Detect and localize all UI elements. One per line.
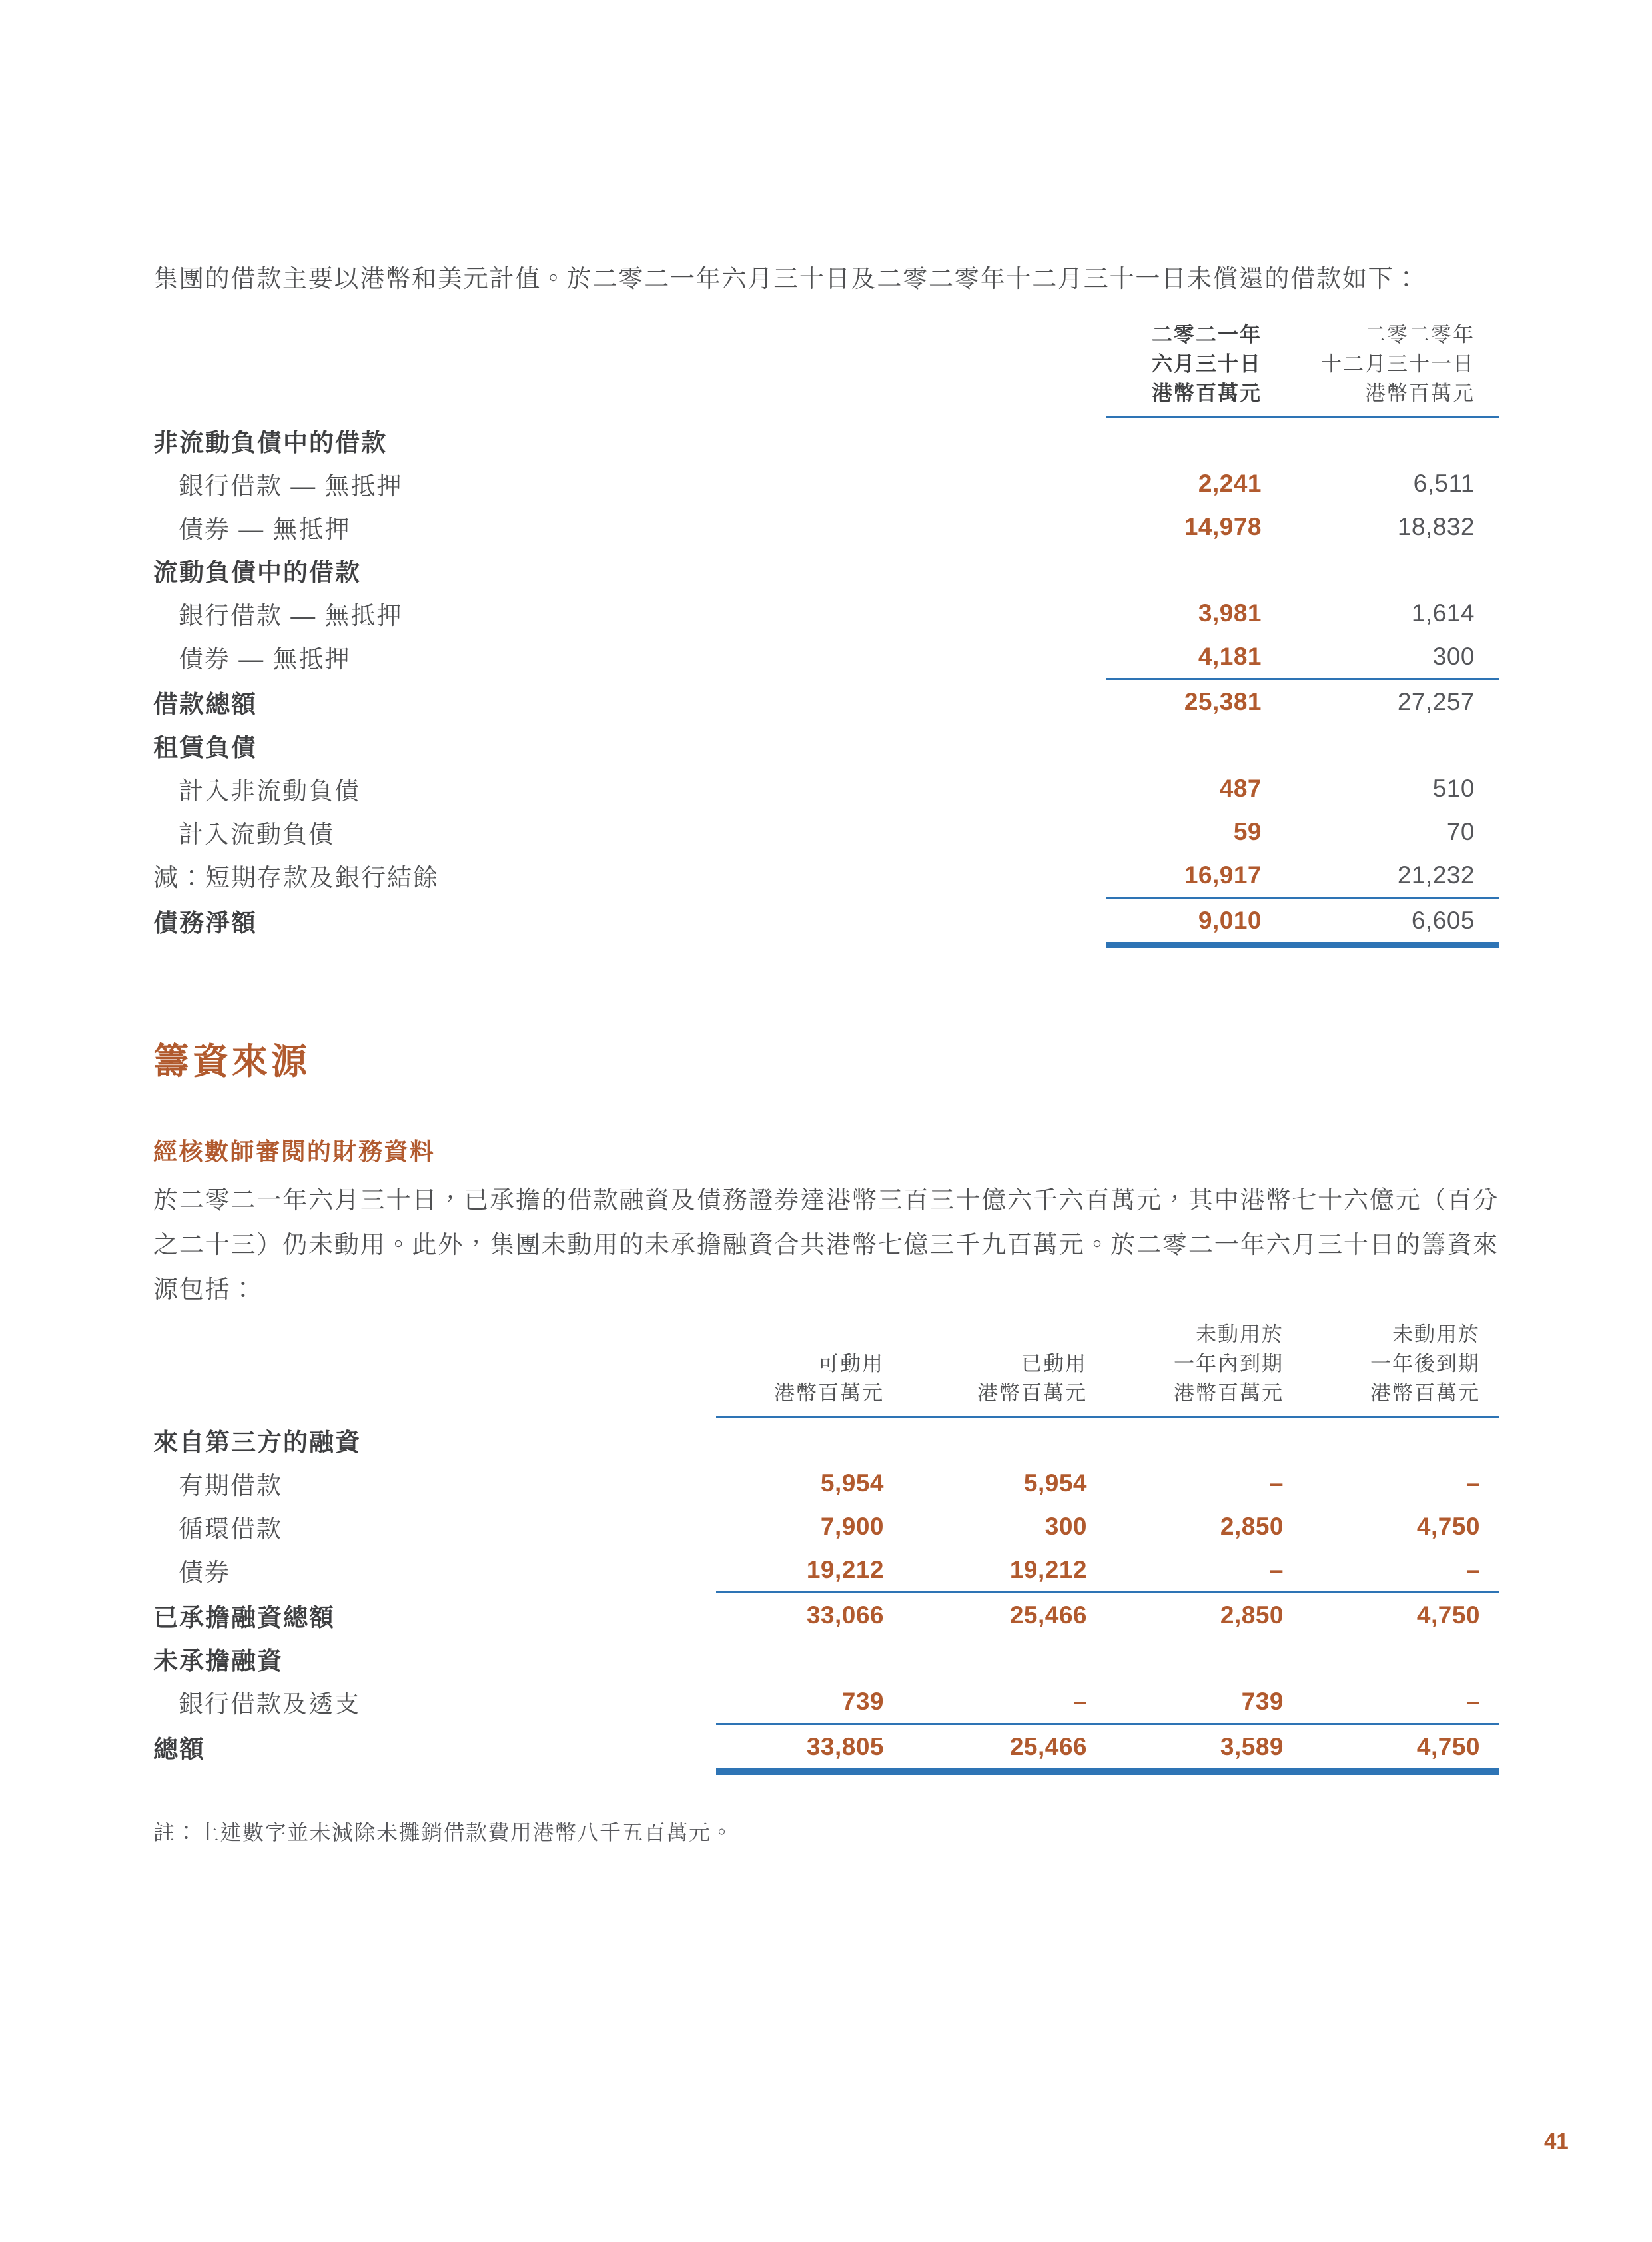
table-row: [153, 1505, 1499, 1548]
table-rule: [1106, 942, 1499, 948]
row-value-available: 5,954: [820, 1469, 884, 1497]
row-label: 非流動負債中的借款: [153, 428, 387, 456]
row-value-2020: 27,257: [1397, 687, 1475, 715]
row-value-undrawn-within-1yr: 2,850: [1220, 1601, 1284, 1629]
row-label: 銀行借款 — 無抵押: [179, 601, 403, 629]
table-row: [153, 462, 1499, 505]
column-header-available: [716, 1349, 903, 1408]
column-header-line: 一年內到期: [1174, 1352, 1284, 1375]
row-label: 減：短期存款及銀行結餘: [153, 863, 439, 891]
row-value-undrawn-within-1yr: 739: [1241, 1687, 1284, 1715]
row-value-2020: 1,614: [1411, 599, 1475, 627]
column-header-line: 可動用: [818, 1352, 884, 1375]
column-header-line: 未動用於: [1392, 1323, 1480, 1346]
table-row: [153, 505, 1499, 548]
row-value-2021: 3,981: [1198, 599, 1262, 627]
row-value-undrawn-within-1yr: –: [1269, 1469, 1284, 1497]
column-header-line: 一年後到期: [1370, 1352, 1480, 1375]
row-value-2020: 300: [1432, 642, 1475, 670]
table-row: [153, 635, 1499, 678]
intro-paragraph: 集團的借款主要以港幣和美元計值。於二零二一年六月三十日及二零二零年十二月三十一日未償還的借款如下：: [153, 265, 1420, 292]
row-value-2020: 21,232: [1397, 861, 1475, 889]
row-label: 租賃負債: [153, 733, 257, 761]
row-value-undrawn-after-1yr: 4,750: [1416, 1601, 1480, 1629]
table-row: [153, 810, 1499, 853]
row-value-available: 19,212: [806, 1555, 884, 1583]
column-header-line: 港幣百萬元: [1174, 1381, 1284, 1405]
row-value-undrawn-after-1yr: –: [1465, 1687, 1480, 1715]
borrowings-table-header: [153, 320, 1499, 408]
row-label: 有期借款: [179, 1471, 282, 1499]
row-value-undrawn-after-1yr: –: [1465, 1469, 1480, 1497]
row-label: 未承擔融資: [153, 1647, 283, 1675]
row-label: 計入非流動負債: [179, 777, 360, 805]
row-value-available: 739: [841, 1687, 884, 1715]
column-header-line: 港幣百萬元: [1370, 1381, 1480, 1405]
column-header-utilised: [903, 1349, 1106, 1408]
footnote: 註：上述數字並未減除未攤銷借款費用港幣八千五百萬元。: [153, 1820, 734, 1844]
column-header-line: 二零二零年: [1365, 323, 1475, 346]
row-label: 計入流動負債: [179, 820, 334, 848]
row-value-2021: 4,181: [1198, 642, 1262, 670]
financing-table-header: [153, 1320, 1499, 1408]
row-label: 銀行借款及透支: [179, 1690, 360, 1718]
column-header-line: 二零二一年: [1152, 323, 1262, 346]
column-header-line: 港幣百萬元: [1365, 382, 1475, 405]
row-label: 銀行借款 — 無抵押: [179, 472, 403, 500]
row-label: 總額: [153, 1735, 205, 1763]
row-label: 循環借款: [179, 1515, 282, 1543]
column-header-line: 六月三十日: [1152, 352, 1262, 376]
table-row: [153, 1593, 1499, 1637]
row-label: 借款總額: [153, 690, 257, 718]
column-header-2020: [1286, 320, 1499, 408]
column-header-line: 未動用於: [1196, 1323, 1284, 1346]
row-value-utilised: 25,466: [1009, 1601, 1087, 1629]
row-value-2021: 25,381: [1184, 687, 1262, 715]
row-value-utilised: 25,466: [1009, 1732, 1087, 1760]
table-row: [153, 680, 1499, 723]
row-label: 債券 — 無抵押: [179, 645, 351, 673]
row-value-2021: 14,978: [1184, 512, 1262, 540]
row-value-2021: 59: [1233, 817, 1262, 845]
table-row: [153, 1418, 1499, 1461]
table-row: [153, 853, 1499, 897]
table-row: [153, 1548, 1499, 1591]
table-row: [153, 1680, 1499, 1723]
table-row: [153, 591, 1499, 635]
column-header-line: 十二月三十一日: [1321, 352, 1475, 376]
borrowings-table-body: [153, 418, 1499, 948]
row-value-undrawn-within-1yr: 3,589: [1220, 1732, 1284, 1760]
row-value-2021: 9,010: [1198, 906, 1262, 934]
row-value-2020: 510: [1432, 774, 1475, 802]
table-row: [153, 1461, 1499, 1505]
financing-table-body: [153, 1418, 1499, 1775]
column-header-2021: [1106, 320, 1286, 408]
row-label: 流動負債中的借款: [153, 558, 361, 586]
row-value-utilised: 300: [1044, 1512, 1087, 1540]
row-label: 債務淨額: [153, 909, 257, 936]
borrowings-table: [153, 320, 1499, 948]
column-header-undrawn-after-1yr: [1302, 1320, 1499, 1408]
row-value-2020: 6,511: [1413, 469, 1475, 497]
section-title: 籌資來源: [153, 1042, 310, 1082]
row-value-2021: 487: [1219, 774, 1262, 802]
row-value-undrawn-after-1yr: –: [1465, 1555, 1480, 1583]
page-number: 41: [1544, 2129, 1569, 2153]
row-value-undrawn-after-1yr: 4,750: [1416, 1512, 1480, 1540]
financing-sources-table: [153, 1320, 1499, 1775]
row-value-undrawn-within-1yr: 2,850: [1220, 1512, 1284, 1540]
row-value-available: 33,805: [806, 1732, 884, 1760]
row-value-2020: 18,832: [1397, 512, 1475, 540]
row-value-undrawn-after-1yr: 4,750: [1416, 1732, 1480, 1760]
funding-paragraph: 於二零二一年六月三十日，已承擔的借款融資及債務證券達港幣三百三十億六千六百萬元，其中港幣七十六億元（百分之二十三）仍未動用。此外，集團未動用的未承擔融資合共港幣七億三千九百萬元。於二零二一年六月三十日的籌資來源包括：: [153, 1186, 1499, 1303]
table-row: [153, 1637, 1499, 1680]
table-row: [153, 548, 1499, 591]
table-row: [153, 767, 1499, 810]
column-header-line: 已動用: [1021, 1352, 1087, 1375]
row-value-2020: 70: [1446, 817, 1475, 845]
table-row: [153, 899, 1499, 942]
row-value-utilised: 19,212: [1009, 1555, 1087, 1583]
column-header-line: 港幣百萬元: [774, 1381, 884, 1405]
column-header-line: 港幣百萬元: [1152, 382, 1262, 405]
table-row: [153, 723, 1499, 767]
row-value-2021: 16,917: [1184, 861, 1262, 889]
column-header-undrawn-within-1yr: [1106, 1320, 1302, 1408]
table-rule: [716, 1768, 1499, 1775]
row-value-2021: 2,241: [1198, 469, 1262, 497]
row-value-2020: 6,605: [1411, 906, 1475, 934]
row-value-undrawn-within-1yr: –: [1269, 1555, 1284, 1583]
row-value-available: 7,900: [820, 1512, 884, 1540]
row-label: 債券 — 無抵押: [179, 515, 351, 543]
row-value-utilised: 5,954: [1023, 1469, 1087, 1497]
row-label: 已承擔融資總額: [153, 1603, 335, 1631]
row-label: 來自第三方的融資: [153, 1428, 361, 1456]
row-label: 債券: [179, 1558, 230, 1586]
table-row: [153, 418, 1499, 462]
column-header-line: 港幣百萬元: [977, 1381, 1087, 1405]
section-subtitle: 經核數師審閱的財務資料: [153, 1138, 436, 1165]
row-value-available: 33,066: [806, 1601, 884, 1629]
table-row: [153, 1725, 1499, 1768]
row-value-utilised: –: [1072, 1687, 1087, 1715]
